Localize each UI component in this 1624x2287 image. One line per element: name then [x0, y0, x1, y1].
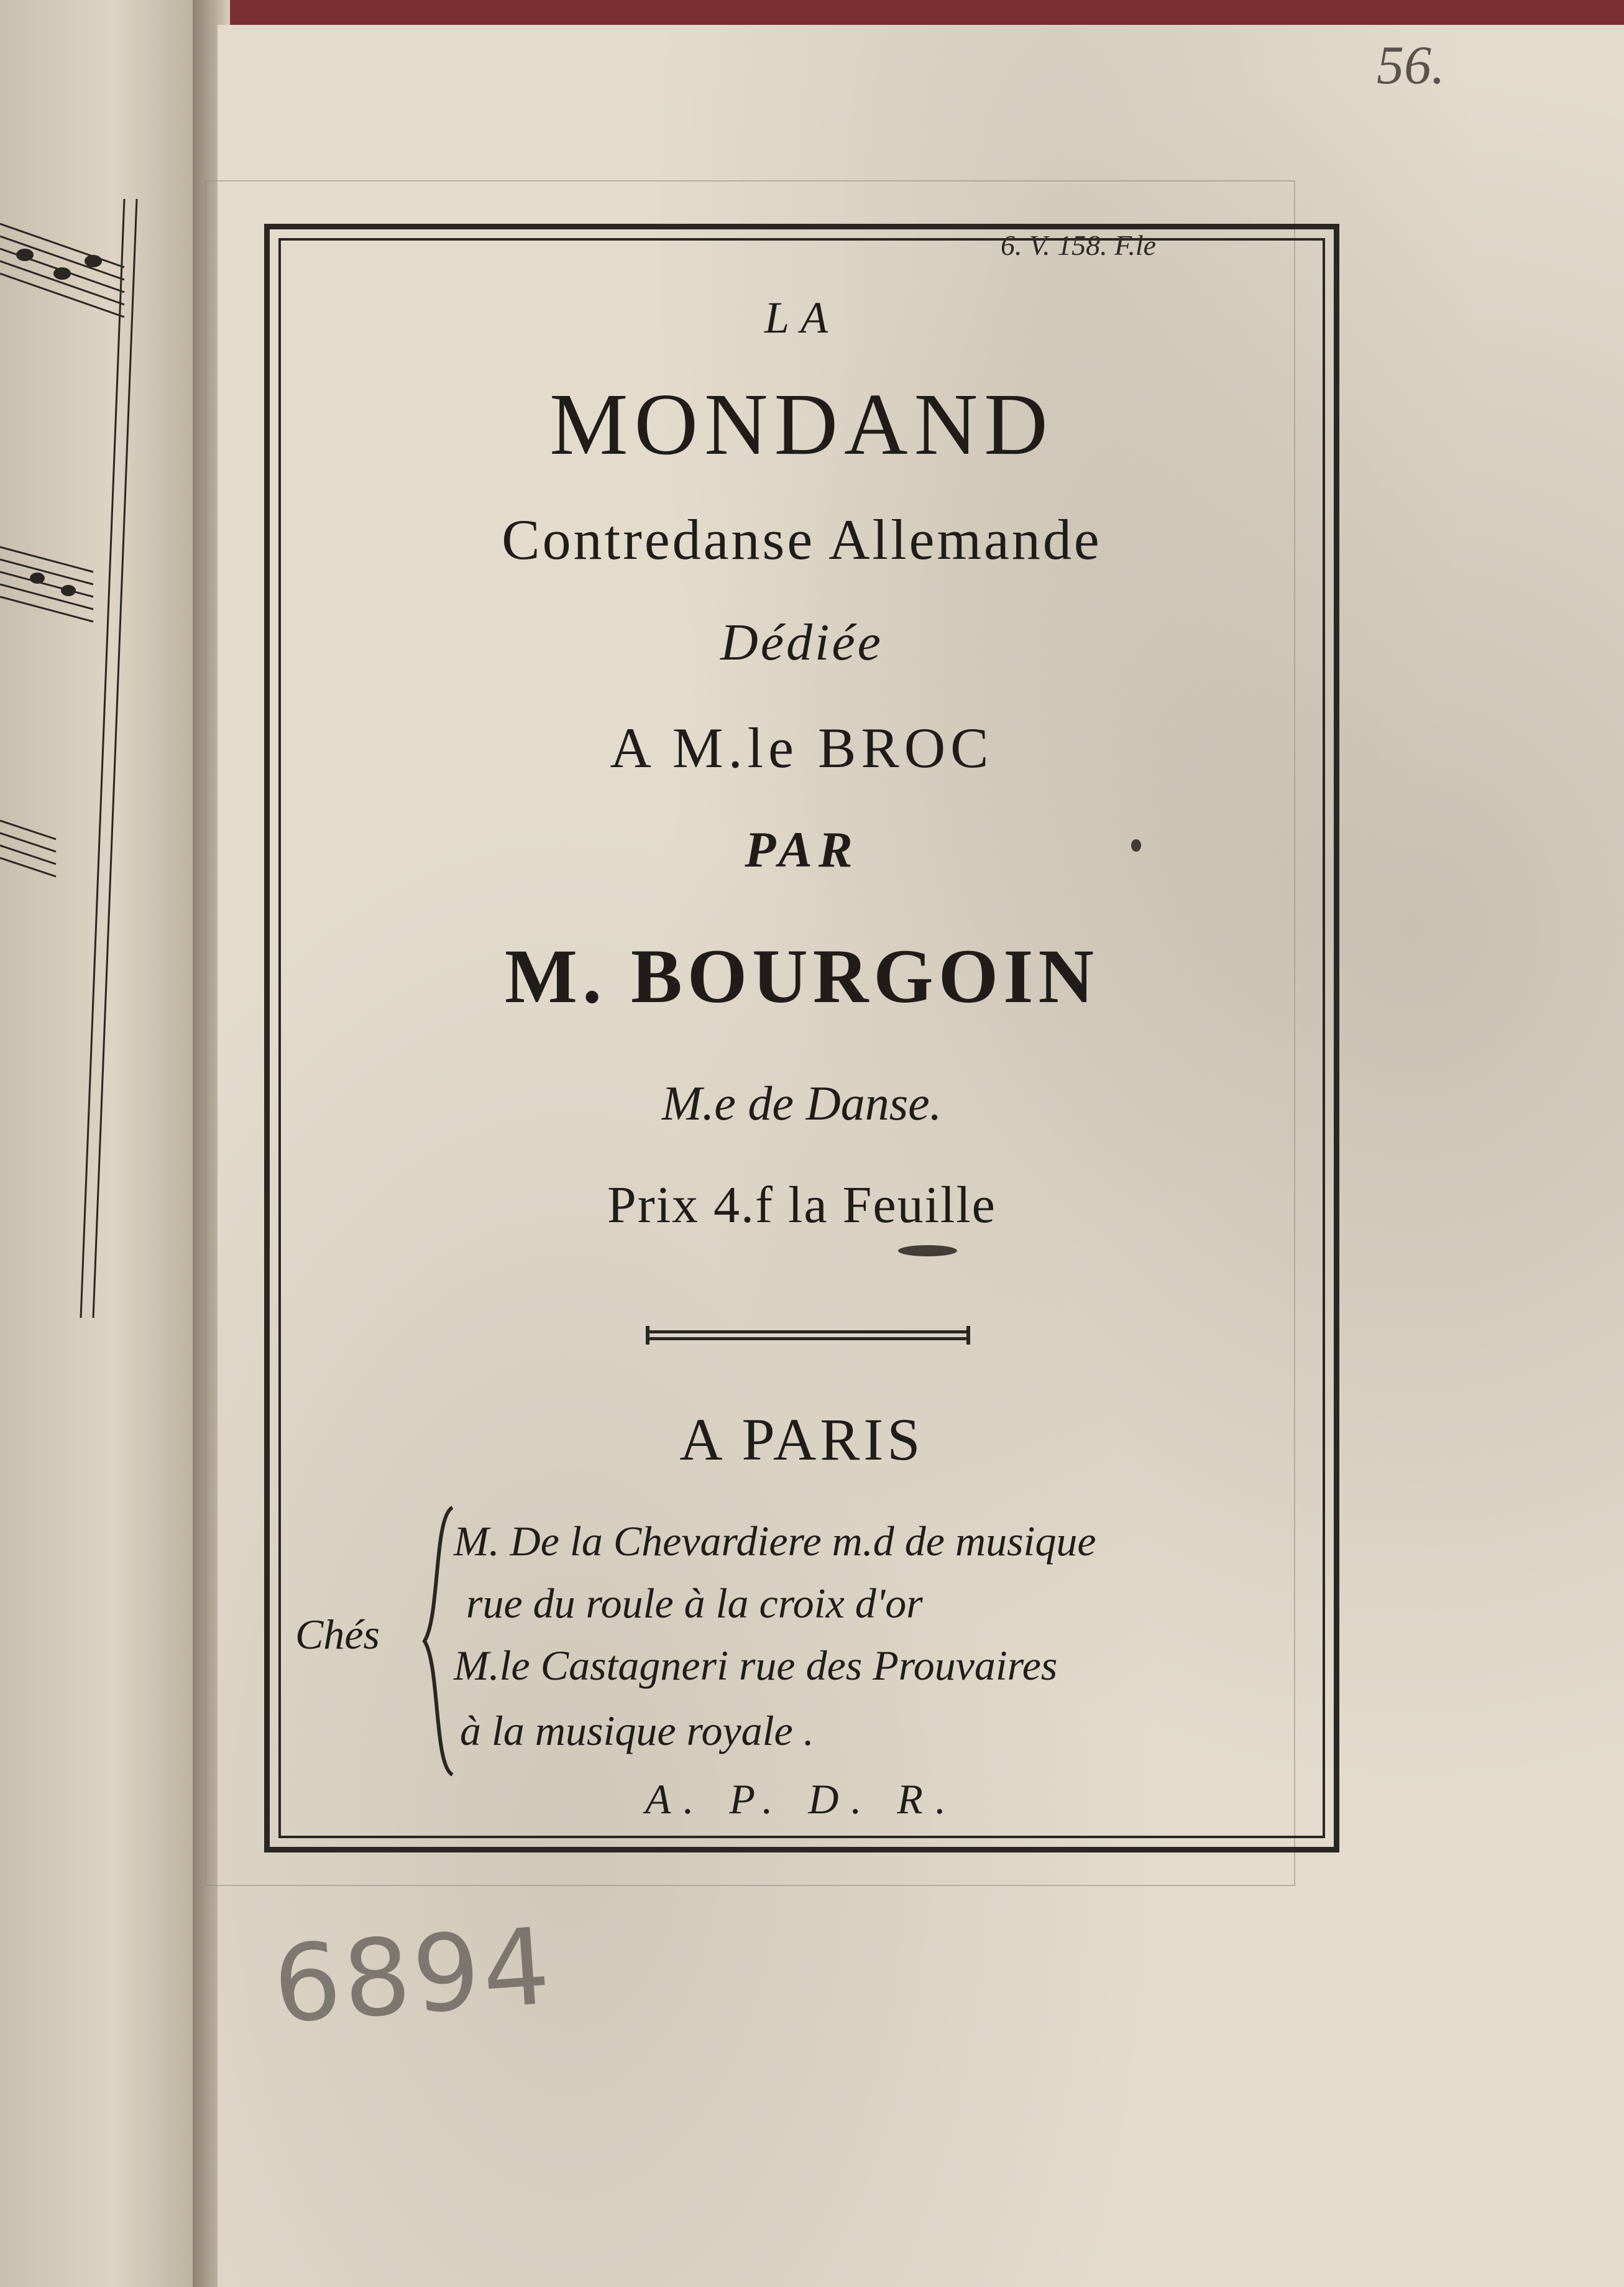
folio-number: 56.: [1377, 35, 1445, 96]
dedication-label: Dédiée: [720, 614, 883, 671]
address-line: rue du roule à la croix d'or: [466, 1580, 923, 1627]
shelfmark: 6. V. 158. F.le: [1001, 229, 1157, 261]
price: Prix 4.f la Feuille: [607, 1176, 996, 1234]
dedicatee: A M.le BROC: [610, 716, 994, 780]
music-staff-fragment: [0, 199, 143, 1318]
by-label: PAR: [745, 821, 859, 878]
address-line: M. De la Chevardiere m.d de musique: [454, 1517, 1096, 1565]
title-article: LA: [764, 293, 840, 343]
privilege-mark: A. P. D. R.: [645, 1775, 958, 1823]
publisher-prefix: Chés: [295, 1611, 380, 1658]
author-title: M.e de Danse.: [661, 1076, 942, 1130]
address-line: M.le Castagneri rue des Prouvaires: [454, 1642, 1058, 1689]
brace-icon: [415, 1504, 459, 1778]
author-name: M. BOURGOIN: [505, 934, 1099, 1019]
imprint-place: A PARIS: [679, 1406, 924, 1473]
address-line: à la musique royale .: [460, 1707, 814, 1754]
ink-spot: [1131, 839, 1141, 852]
ornamental-rule: [649, 1330, 966, 1340]
facing-page: [0, 0, 205, 2287]
page-title: MONDAND: [549, 375, 1054, 473]
ink-spot: [898, 1245, 957, 1256]
inventory-number: 6894: [269, 1905, 557, 2048]
subtitle: Contredanse Allemande: [502, 508, 1102, 571]
